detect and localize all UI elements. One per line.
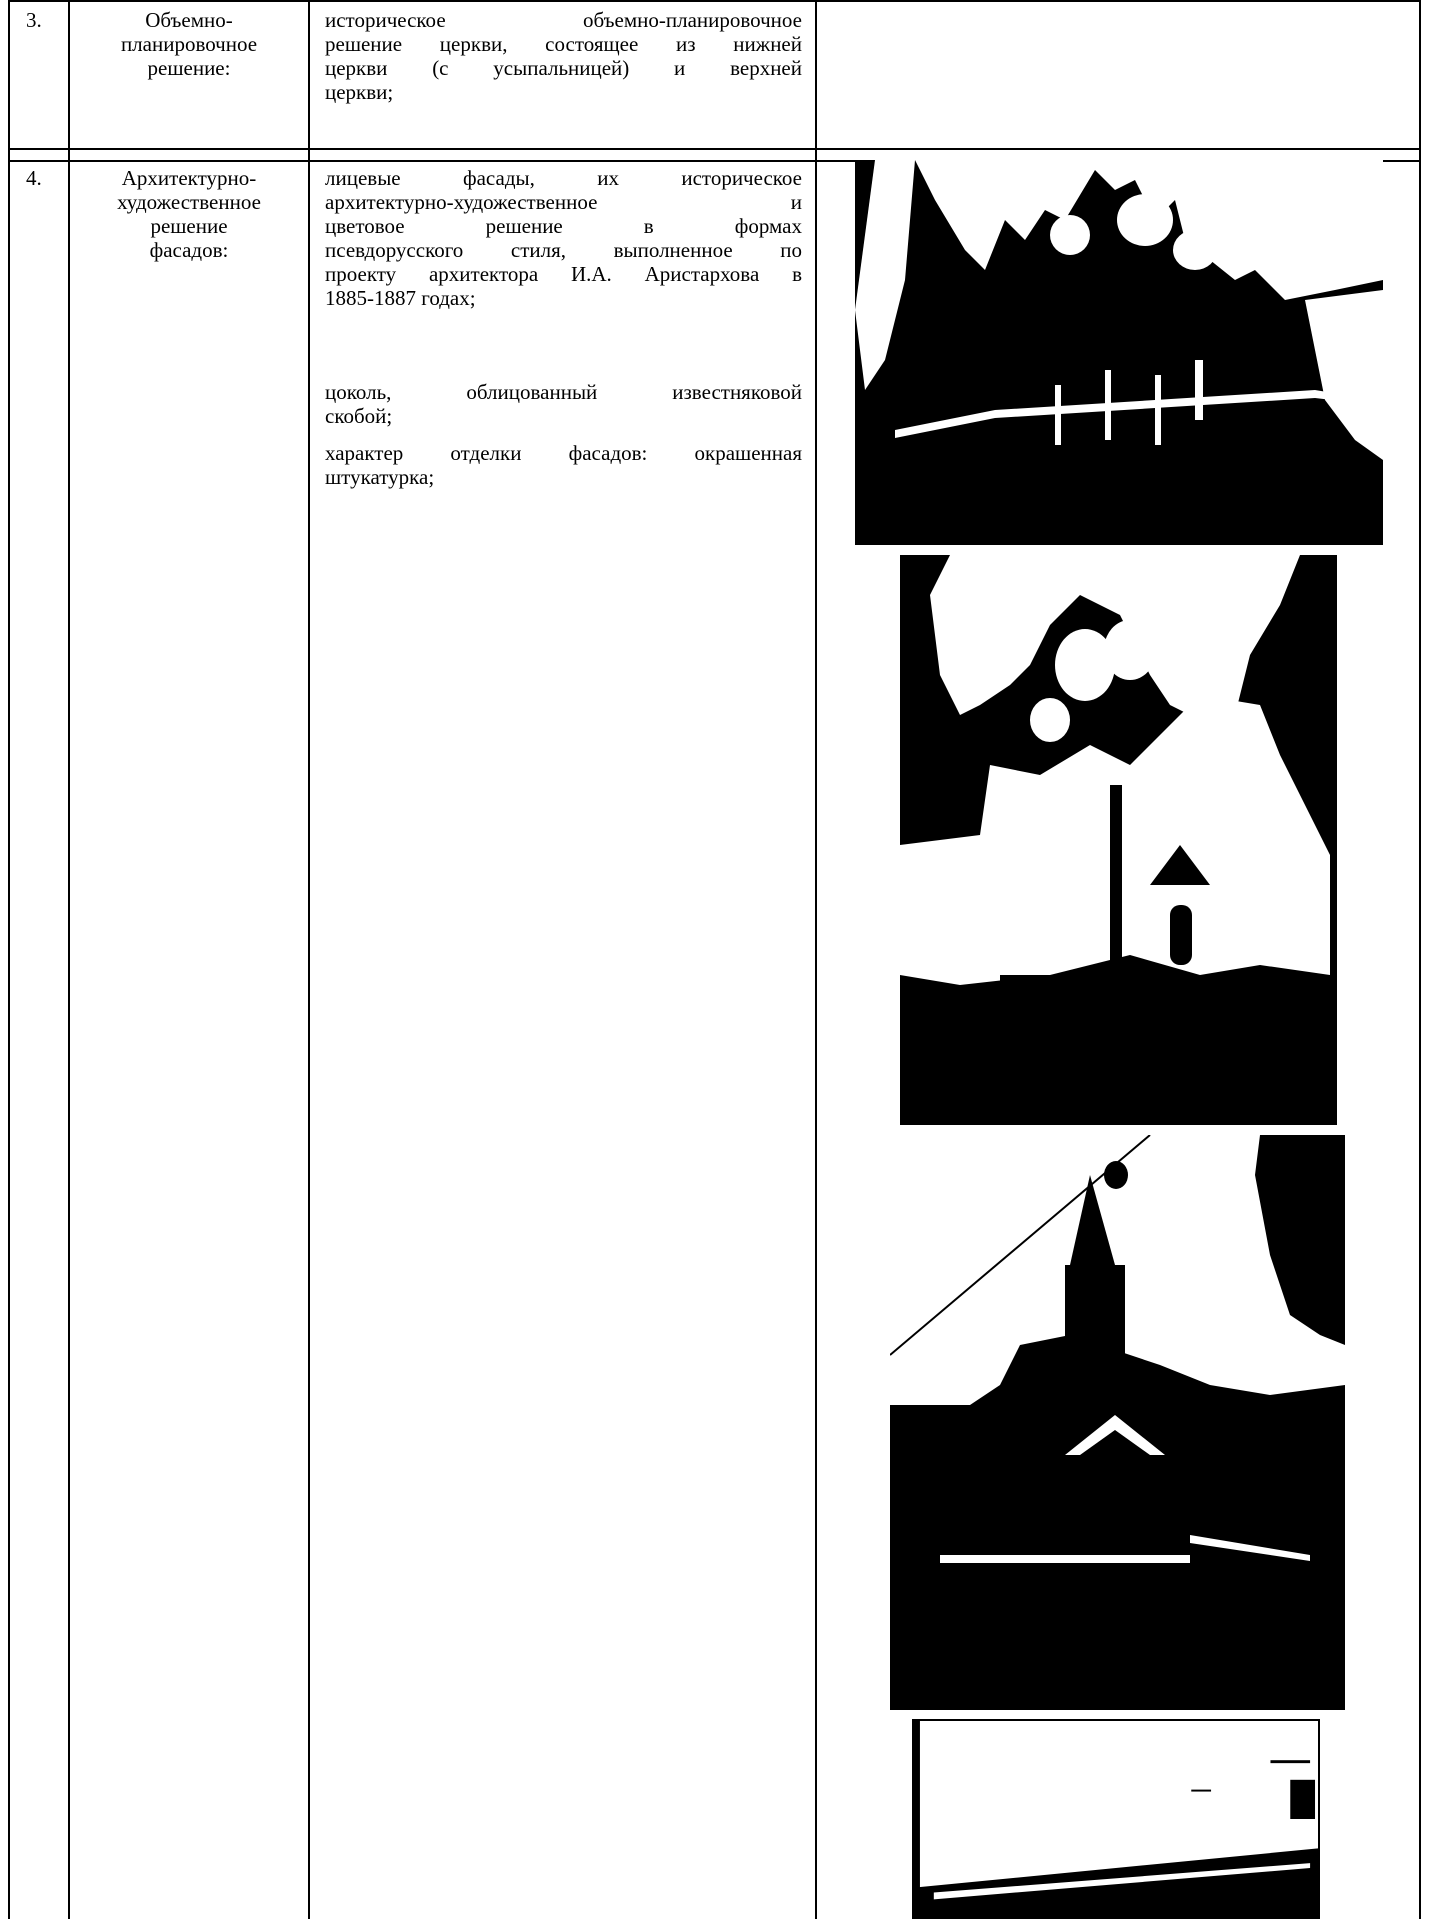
text-line: церкви (с усыпальницей) и верхней xyxy=(325,56,802,80)
church-photo-2 xyxy=(900,555,1337,1125)
table-left-border xyxy=(8,0,10,1919)
table-top-border xyxy=(8,0,1421,2)
church-photo-1 xyxy=(855,160,1383,545)
col-label-border xyxy=(308,0,310,1919)
row-3-bottom-border xyxy=(8,148,1421,150)
row-4-label: Архитектурно- художественное решение фасадов: xyxy=(117,166,261,262)
text-line: церкви; xyxy=(325,80,394,104)
table-right-border xyxy=(1419,0,1421,1919)
church-photo-1-graphic xyxy=(855,160,1383,545)
col-number-border xyxy=(68,0,70,1919)
text-line: историческое объемно-планировочное xyxy=(325,8,802,32)
church-photo-4 xyxy=(912,1719,1320,1919)
row-4-description-2 xyxy=(325,380,802,428)
row-3-label: Объемно- планировочное решение: xyxy=(120,8,258,80)
row-3-description xyxy=(325,8,802,104)
text-line: проекту архитектора И.А. Аристархова в xyxy=(325,262,802,286)
text-line: псевдорусского стиля, выполненное по xyxy=(325,238,802,262)
text-line: 1885-1887 годах; xyxy=(325,286,476,310)
text-line: характер отделки фасадов: окрашенная xyxy=(325,441,802,465)
church-photo-2-graphic xyxy=(900,555,1337,1125)
row-3-number: 3. xyxy=(26,8,42,32)
text-line: цоколь, облицованный известняковой xyxy=(325,380,802,404)
text-line: скобой; xyxy=(325,404,393,428)
row-4-description-1 xyxy=(325,166,802,310)
text-line: лицевые фасады, их историческое xyxy=(325,166,802,190)
church-photo-3-graphic xyxy=(890,1135,1345,1710)
row-4-description-3 xyxy=(325,441,802,489)
text-line: штукатурка; xyxy=(325,465,435,489)
text-line: цветовое решение в формах xyxy=(325,214,802,238)
text-line: решение церкви, состоящее из нижней xyxy=(325,32,802,56)
row-4-number: 4. xyxy=(26,166,42,190)
text-line: архитектурно-художественное и xyxy=(325,190,802,214)
church-photo-4-graphic xyxy=(914,1721,1318,1917)
church-photo-3 xyxy=(890,1135,1345,1710)
col-text-border xyxy=(815,0,817,1919)
